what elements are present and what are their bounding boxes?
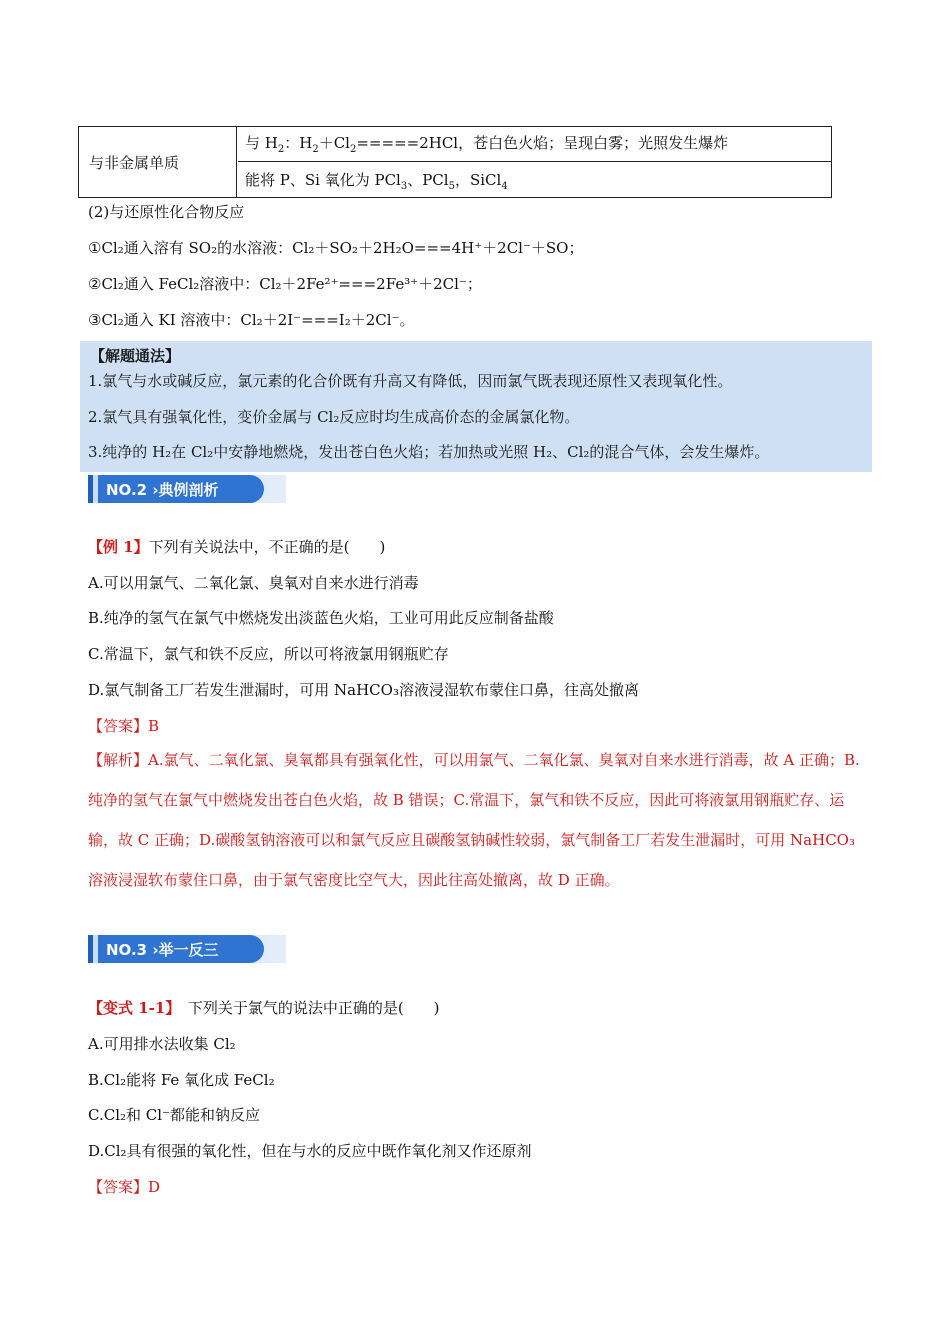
example-question: 【例 1】下列有关说法中，不正确的是( )	[88, 538, 386, 556]
section-banner-no3	[88, 935, 286, 963]
section-banner-no2	[88, 475, 286, 503]
section-heading: (2)与还原性化合物反应	[88, 203, 245, 221]
tips-box	[80, 341, 872, 472]
chevron-right-icon: ›	[147, 941, 159, 959]
variant-option-a: A.可用排水法收集 Cl₂	[88, 1035, 236, 1053]
tip-1: 1.氯气与水或碱反应，氯元素的化合价既有升高又有降低，因而氯气既表现还原性又表现氧化性。	[88, 372, 733, 390]
example-answer: 【答案】B	[88, 717, 160, 735]
example-option-c: C.常温下，氯气和铁不反应，所以可将液氯用钢瓶贮存	[88, 645, 449, 663]
banner-number: NO.2	[106, 481, 148, 499]
variant-question: 【变式 1-1】 下列关于氯气的说法中正确的是( )	[88, 999, 440, 1017]
equation-3: ③Cl₂通入 KI 溶液中：Cl₂＋2I⁻===I₂＋2Cl⁻。	[88, 311, 415, 329]
banner-title: 举一反三	[158, 941, 219, 959]
tip-3: 3.纯净的 H₂在 Cl₂中安静地燃烧，发出苍白色火焰；若加热或光照 H₂、Cl₂的混合气体，会发生爆炸。	[88, 443, 770, 461]
variant-option-b: B.Cl₂能将 Fe 氧化成 FeCl₂	[88, 1071, 275, 1089]
equation-1: ①Cl₂通入溶有 SO₂的水溶液：Cl₂＋SO₂＋2H₂O===4H⁺＋2Cl⁻＋SO；	[88, 239, 584, 257]
variant-option-d: D.Cl₂具有很强的氧化性，但在与水的反应中既作氧化剂又作还原剂	[88, 1142, 532, 1160]
example-analysis: 【解析】A.氯气、二氧化氯、臭氧都具有强氧化性，可以用氯气、二氧化氯、臭氧对自来水进行消毒，故 A 正确；B.纯净的氢气在氯气中燃烧发出苍白色火焰，故 B 错误；C.常温下，氯气和铁不反应，因此可将液氯用钢瓶贮存、运输，故 C 正确；D.碳酸氢钠溶液可以和氯气反应且碳酸氢钠碱性较弱，氯气制备工厂若发生泄漏时，可用 NaHCO₃溶液浸湿软布蒙住口鼻，由于氯气密度比空气大，因此往高处撤离，故 D 正确。	[88, 751, 860, 889]
chevron-right-icon: ›	[147, 481, 159, 499]
example-option-d: D.氯气制备工厂若发生泄漏时，可用 NaHCO₃溶液浸湿软布蒙住口鼻，往高处撤离	[88, 681, 639, 699]
banner-title: 典例剖析	[158, 481, 219, 499]
example-option-b: B.纯净的氢气在氯气中燃烧发出淡蓝色火焰，工业可用此反应制备盐酸	[88, 609, 554, 627]
table-row-p-si: 能将 P、Si 氧化为 PCl$_3$、PCl$_5$，SiCl$_4$	[245, 171, 508, 192]
equation-2: ②Cl₂通入 FeCl₂溶液中：Cl₂＋2Fe²⁺===2Fe³⁺＋2Cl⁻；	[88, 275, 482, 293]
banner-number: NO.3	[106, 941, 148, 959]
variant-answer: 【答案】D	[88, 1178, 161, 1196]
tip-2: 2.氯气具有强氧化性，变价金属与 Cl₂反应时均生成高价态的金属氯化物。	[88, 408, 580, 426]
tips-title: 【解题通法】	[90, 347, 181, 365]
table-category-cell: 与非金属单质	[79, 127, 237, 197]
variant-option-c: C.Cl₂和 Cl⁻都能和钠反应	[88, 1106, 260, 1124]
example-option-a: A.可以用氯气、二氧化氯、臭氧对自来水进行消毒	[88, 574, 419, 592]
table-row-h2: 与 $H_2$：$H_2+Cl_2=====2HCl$，苍白色火焰；呈现白雾；光照发生爆炸	[238, 127, 831, 162]
properties-table	[78, 126, 832, 198]
